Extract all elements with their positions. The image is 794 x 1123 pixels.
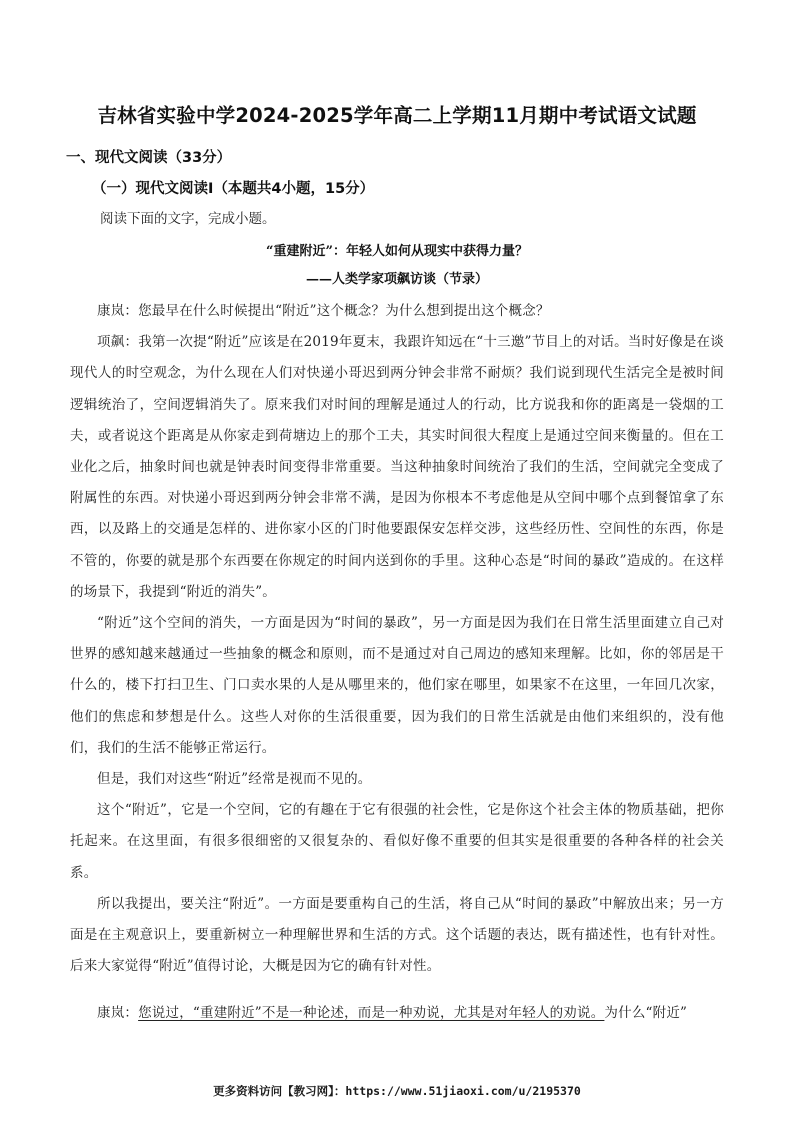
section-heading: 一、现代文阅读（33分） xyxy=(66,150,232,166)
article-subtitle: ——人类学家项飙访谈（节录） xyxy=(305,272,488,287)
footer-link[interactable]: 更多资料访问【教习网】：https://www.51jiaoxi.com/u/2195370 xyxy=(213,1084,581,1098)
question-paragraph xyxy=(70,998,724,1029)
paragraph: 所以我提出，要关注“附近”。一方面是要重构自己的生活，将自己从“时间的暴政”中解放出来；另一方面是在主观意识上，要重新树立一种理解世界和生活的方式。这个话题的表达，既有描述性，也有针对性。后来大家觉得“附近”值得讨论，大概是因为它的确有针对性。 xyxy=(70,895,724,975)
paragraph: 康岚：您最早在什么时候提出“附近”这个概念？为什么想到提出这个概念？ xyxy=(97,303,550,319)
speaker-label: 康岚： xyxy=(97,1005,139,1022)
document-title: 吉林省实验中学2024-2025学年高二上学期11月期中考试语文试题 xyxy=(97,104,697,127)
reading-instruction: 阅读下面的文字，完成小题。 xyxy=(100,211,276,227)
paragraph: “附近”这个空间的消失，一方面是因为“时间的暴政”，另一方面是因为我们在日常生活里面建立自己对世界的感知越来越通过一些抽象的概念和原则，而不是通过对自己周边的感知来理解。比如，你的邻居是干什么的，楼下打扫卫生、门口卖水果的人是从哪里来的，他们家在哪里，如果家不在这里，一年回几次家，他们的焦虑和梦想是什么。这些人对你的生活很重要，因为我们的日常生活就是由他们来组织的，没有他们，我们的生活不能够正常运行。 xyxy=(70,615,724,756)
paragraph: 这个“附近”，它是一个空间，它的有趣在于它有很强的社会性，它是你这个社会主体的物质基础，把你托起来。在这里面，有很多很细密的又很复杂的、看似好像不重要的但其实是很重要的各种各样的社会关系。 xyxy=(70,802,724,881)
paragraph: 但是，我们对这些“附近”经常是视而不见的。 xyxy=(97,771,372,788)
paragraph: 项飙：我第一次提“附近”应该是在2019年夏末，我跟许知远在“十三邀”节目上的对话。当时好像是在谈现代人的时空观念，为什么现在人们对快递小哥迟到两分钟会非常不耐烦？我们说到现代生活完全是被时间逻辑统治了，空间逻辑消失了。原来我们对时间的理解是通过人的行动，比方说我和你的距离是一袋烟的工夫，或者说这个距离是从你家走到荷塘边上的那个工夫，其实时间很大程度上是通过空间来衡量的。但在工业化之后，抽象时间也就是钟表时间变得非常重要。当这种抽象时间统治了我们的生活，空间就完全变成了附属性的东西。对快递小哥迟到两分钟会非常不满，是因为你根本不考虑他是从空间中哪个点到餐馆拿了东西，以及路上的交通是怎样的、进你家小区的门时他要跟保安怎样交涉，这些经历性、空间性的东西，你是不管的，你要的就是那个东西要在你规定的时间内送到你的手里。这种心态是“时间的暴政”造成的。在这样的场景下，我提到“附近的消失”。 xyxy=(70,334,724,600)
subsection-heading: （一）现代文阅读Ⅰ（本题共4小题，15分） xyxy=(92,181,375,197)
article-title: “重建附近”：年轻人如何从现实中获得力量？ xyxy=(266,244,528,259)
underlined-quote: 您说过，“重建附近”不是一种论述，而是一种劝说，尤其是对年轻人的劝说。 xyxy=(138,1005,605,1022)
article-body xyxy=(70,296,724,1030)
question-continuation: 为什么“附近” xyxy=(604,1005,688,1022)
